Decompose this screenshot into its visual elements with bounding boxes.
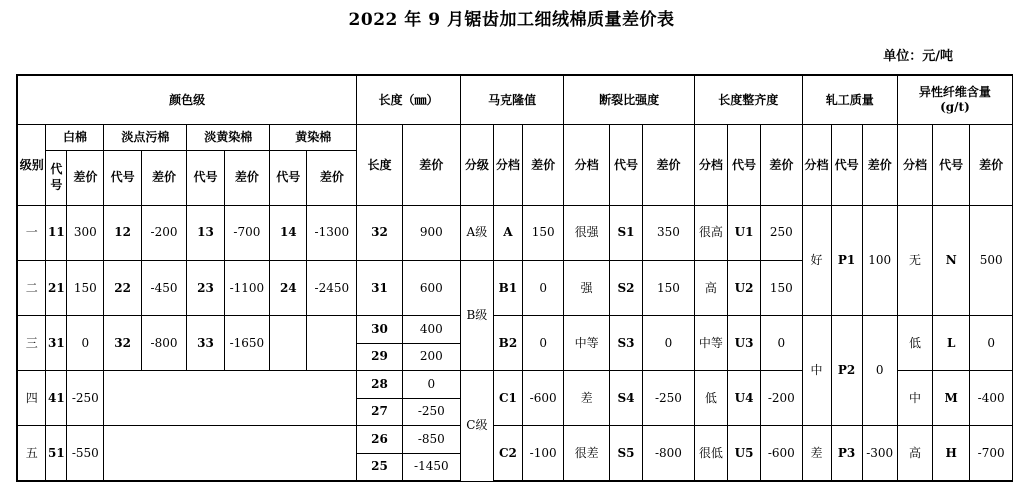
grade-2: 二 — [17, 260, 46, 315]
yellow-code-1: 14 — [270, 205, 307, 260]
length-price-28: 0 — [402, 371, 460, 399]
ff-code-4: H — [933, 426, 970, 481]
header-white-code — [46, 150, 67, 205]
header-str-price: 差价 — [643, 125, 695, 206]
gin-band-3: 差 — [802, 426, 831, 481]
header-light-yellow: 淡黄染棉 — [187, 125, 270, 150]
str-code-2: S2 — [609, 260, 642, 315]
header-gin-price: 差价 — [862, 125, 897, 206]
header-grade: 级别 — [17, 125, 46, 206]
header-str-code: 代号 — [609, 125, 642, 206]
uni-code-1: U1 — [727, 205, 760, 260]
mic-band-b1: B1 — [493, 260, 522, 315]
yellow-code-2: 24 — [270, 260, 307, 315]
spotted-code-3: 32 — [104, 316, 141, 371]
str-band-4: 差 — [564, 371, 610, 426]
str-code-1: S1 — [609, 205, 642, 260]
str-price-1: 350 — [643, 205, 695, 260]
mic-price-b2: 0 — [522, 316, 563, 371]
header-light-spotted: 淡点污棉 — [104, 125, 187, 150]
white-code-1: 11 — [46, 205, 67, 260]
ff-code-3: M — [933, 371, 970, 426]
grade-5: 五 — [17, 426, 46, 481]
price-table — [16, 74, 1013, 482]
header-spotted-code: 代号 — [104, 150, 141, 205]
length-27: 27 — [357, 398, 403, 426]
str-price-5: -800 — [643, 426, 695, 481]
header-white-code-text: 代号 — [50, 162, 63, 192]
uni-band-3: 中等 — [694, 316, 727, 371]
header-gin-code: 代号 — [831, 125, 862, 206]
uni-code-5: U5 — [727, 426, 760, 481]
gin-code-3: P3 — [831, 426, 862, 481]
header-mic-class: 分级 — [460, 125, 493, 206]
uni-code-3: U3 — [727, 316, 760, 371]
spotted-code-2: 22 — [104, 260, 141, 315]
spotted-price-1: -200 — [141, 205, 187, 260]
ff-price-4: -700 — [970, 426, 1013, 481]
lyellow-code-2: 23 — [187, 260, 224, 315]
header-ff-price: 差价 — [970, 125, 1013, 206]
mic-band-a: A — [493, 205, 522, 260]
header-length-price: 差价 — [402, 125, 460, 206]
header-foreign-fiber-unit: (g/t) — [940, 100, 970, 115]
uni-code-2: U2 — [727, 260, 760, 315]
white-code-4: 41 — [46, 371, 67, 426]
white-price-3: 0 — [67, 316, 104, 371]
str-code-3: S3 — [609, 316, 642, 371]
length-price-26: -850 — [402, 426, 460, 454]
str-price-2: 150 — [643, 260, 695, 315]
str-price-4: -250 — [643, 371, 695, 426]
spotted-price-3: -800 — [141, 316, 187, 371]
lyellow-price-2: -1100 — [224, 260, 270, 315]
length-32: 32 — [357, 205, 403, 260]
length-price-32: 900 — [402, 205, 460, 260]
length-28: 28 — [357, 371, 403, 399]
white-price-5: -550 — [67, 426, 104, 481]
white-price-1: 300 — [67, 205, 104, 260]
header-ff-code: 代号 — [933, 125, 970, 206]
header-yellow-price: 差价 — [307, 150, 357, 205]
ff-band-2: 低 — [897, 316, 932, 371]
yellow-price-1: -1300 — [307, 205, 357, 260]
header-yellow: 黄染棉 — [270, 125, 357, 150]
mic-class-b: B级 — [460, 260, 493, 370]
header-foreign-fiber-label: 异性纤维含量 — [918, 85, 991, 100]
white-price-4: -250 — [67, 371, 104, 426]
length-30: 30 — [357, 316, 403, 344]
header-foreign-fiber — [897, 75, 1012, 125]
mic-price-c2: -100 — [522, 426, 563, 481]
white-price-2: 150 — [67, 260, 104, 315]
uni-band-5: 很低 — [694, 426, 727, 481]
mic-price-c1: -600 — [522, 371, 563, 426]
lyellow-price-1: -700 — [224, 205, 270, 260]
uni-price-1: 250 — [761, 205, 802, 260]
ff-band-4: 高 — [897, 426, 932, 481]
table-subheader-row — [17, 125, 1013, 150]
spotted-code-1: 12 — [104, 205, 141, 260]
str-price-3: 0 — [643, 316, 695, 371]
str-band-2: 强 — [564, 260, 610, 315]
length-25: 25 — [357, 453, 403, 481]
table-header-row — [17, 75, 1013, 125]
header-ff-band: 分档 — [897, 125, 932, 206]
lyellow-code-3: 33 — [187, 316, 224, 371]
header-yellow-code: 代号 — [270, 150, 307, 205]
header-mic-price: 差价 — [522, 125, 563, 206]
length-29: 29 — [357, 343, 403, 371]
mic-class-c: C级 — [460, 371, 493, 481]
uni-band-2: 高 — [694, 260, 727, 315]
grade-1: 一 — [17, 205, 46, 260]
header-strength: 断裂比强度 — [564, 75, 694, 125]
header-ginning: 轧工质量 — [802, 75, 897, 125]
spotted-price-2: -450 — [141, 260, 187, 315]
uni-band-1: 很高 — [694, 205, 727, 260]
gin-code-1: P1 — [831, 205, 862, 315]
gin-price-3: -300 — [862, 426, 897, 481]
header-str-band: 分档 — [564, 125, 610, 206]
ff-price-2: 0 — [970, 316, 1013, 371]
header-lyellow-code: 代号 — [187, 150, 224, 205]
ff-price-1: 500 — [970, 205, 1013, 315]
header-micronaire: 马克隆值 — [460, 75, 564, 125]
header-length: 长度（㎜） — [357, 75, 461, 125]
ff-code-1: N — [933, 205, 970, 315]
header-uni-price: 差价 — [761, 125, 802, 206]
header-uniformity: 长度整齐度 — [694, 75, 802, 125]
length-price-30: 400 — [402, 316, 460, 344]
lyellow-code-1: 13 — [187, 205, 224, 260]
uni-price-5: -600 — [761, 426, 802, 481]
header-white-price: 差价 — [67, 150, 104, 205]
header-uni-band: 分档 — [694, 125, 727, 206]
mic-class-a: A级 — [460, 205, 493, 260]
uni-price-3: 0 — [761, 316, 802, 371]
ff-price-3: -400 — [970, 371, 1013, 426]
grade-5-empty — [104, 426, 357, 481]
uni-price-2: 150 — [761, 260, 802, 315]
header-length-col: 长度 — [357, 125, 403, 206]
white-code-5: 51 — [46, 426, 67, 481]
header-white: 白棉 — [46, 125, 104, 150]
mic-price-b1: 0 — [522, 260, 563, 315]
length-price-27: -250 — [402, 398, 460, 426]
ff-code-2: L — [933, 316, 970, 371]
ff-band-3: 中 — [897, 371, 932, 426]
header-lyellow-price: 差价 — [224, 150, 270, 205]
mic-band-c1: C1 — [493, 371, 522, 426]
yellow-code-3-empty — [270, 316, 307, 371]
str-band-5: 很差 — [564, 426, 610, 481]
gin-code-2: P2 — [831, 316, 862, 426]
yellow-price-2: -2450 — [307, 260, 357, 315]
mic-price-a: 150 — [522, 205, 563, 260]
header-gin-band: 分档 — [802, 125, 831, 206]
length-price-29: 200 — [402, 343, 460, 371]
str-code-4: S4 — [609, 371, 642, 426]
gin-band-1: 好 — [802, 205, 831, 315]
uni-code-4: U4 — [727, 371, 760, 426]
gin-price-2: 0 — [862, 316, 897, 426]
str-band-3: 中等 — [564, 316, 610, 371]
header-uni-code: 代号 — [727, 125, 760, 206]
grade-3: 三 — [17, 316, 46, 371]
unit-label: 单位：元/吨 — [883, 49, 953, 64]
header-mic-band: 分档 — [493, 125, 522, 206]
header-color-grade: 颜色级 — [17, 75, 357, 125]
uni-price-4: -200 — [761, 371, 802, 426]
length-price-25: -1450 — [402, 453, 460, 481]
gin-price-1: 100 — [862, 205, 897, 315]
mic-band-b2: B2 — [493, 316, 522, 371]
lyellow-price-3: -1650 — [224, 316, 270, 371]
white-code-2: 21 — [46, 260, 67, 315]
mic-band-c2: C2 — [493, 426, 522, 481]
yellow-price-3-empty — [307, 316, 357, 371]
grade-4-empty — [104, 371, 357, 426]
length-31: 31 — [357, 260, 403, 315]
length-price-31: 600 — [402, 260, 460, 315]
page-title: 2022 年 9 月锯齿加工细绒棉质量差价表 — [348, 10, 675, 30]
str-code-5: S5 — [609, 426, 642, 481]
ff-band-1: 无 — [897, 205, 932, 315]
str-band-1: 很强 — [564, 205, 610, 260]
grade-4: 四 — [17, 371, 46, 426]
header-spotted-price: 差价 — [141, 150, 187, 205]
gin-band-2: 中 — [802, 316, 831, 426]
uni-band-4: 低 — [694, 371, 727, 426]
length-26: 26 — [357, 426, 403, 454]
white-code-3: 31 — [46, 316, 67, 371]
